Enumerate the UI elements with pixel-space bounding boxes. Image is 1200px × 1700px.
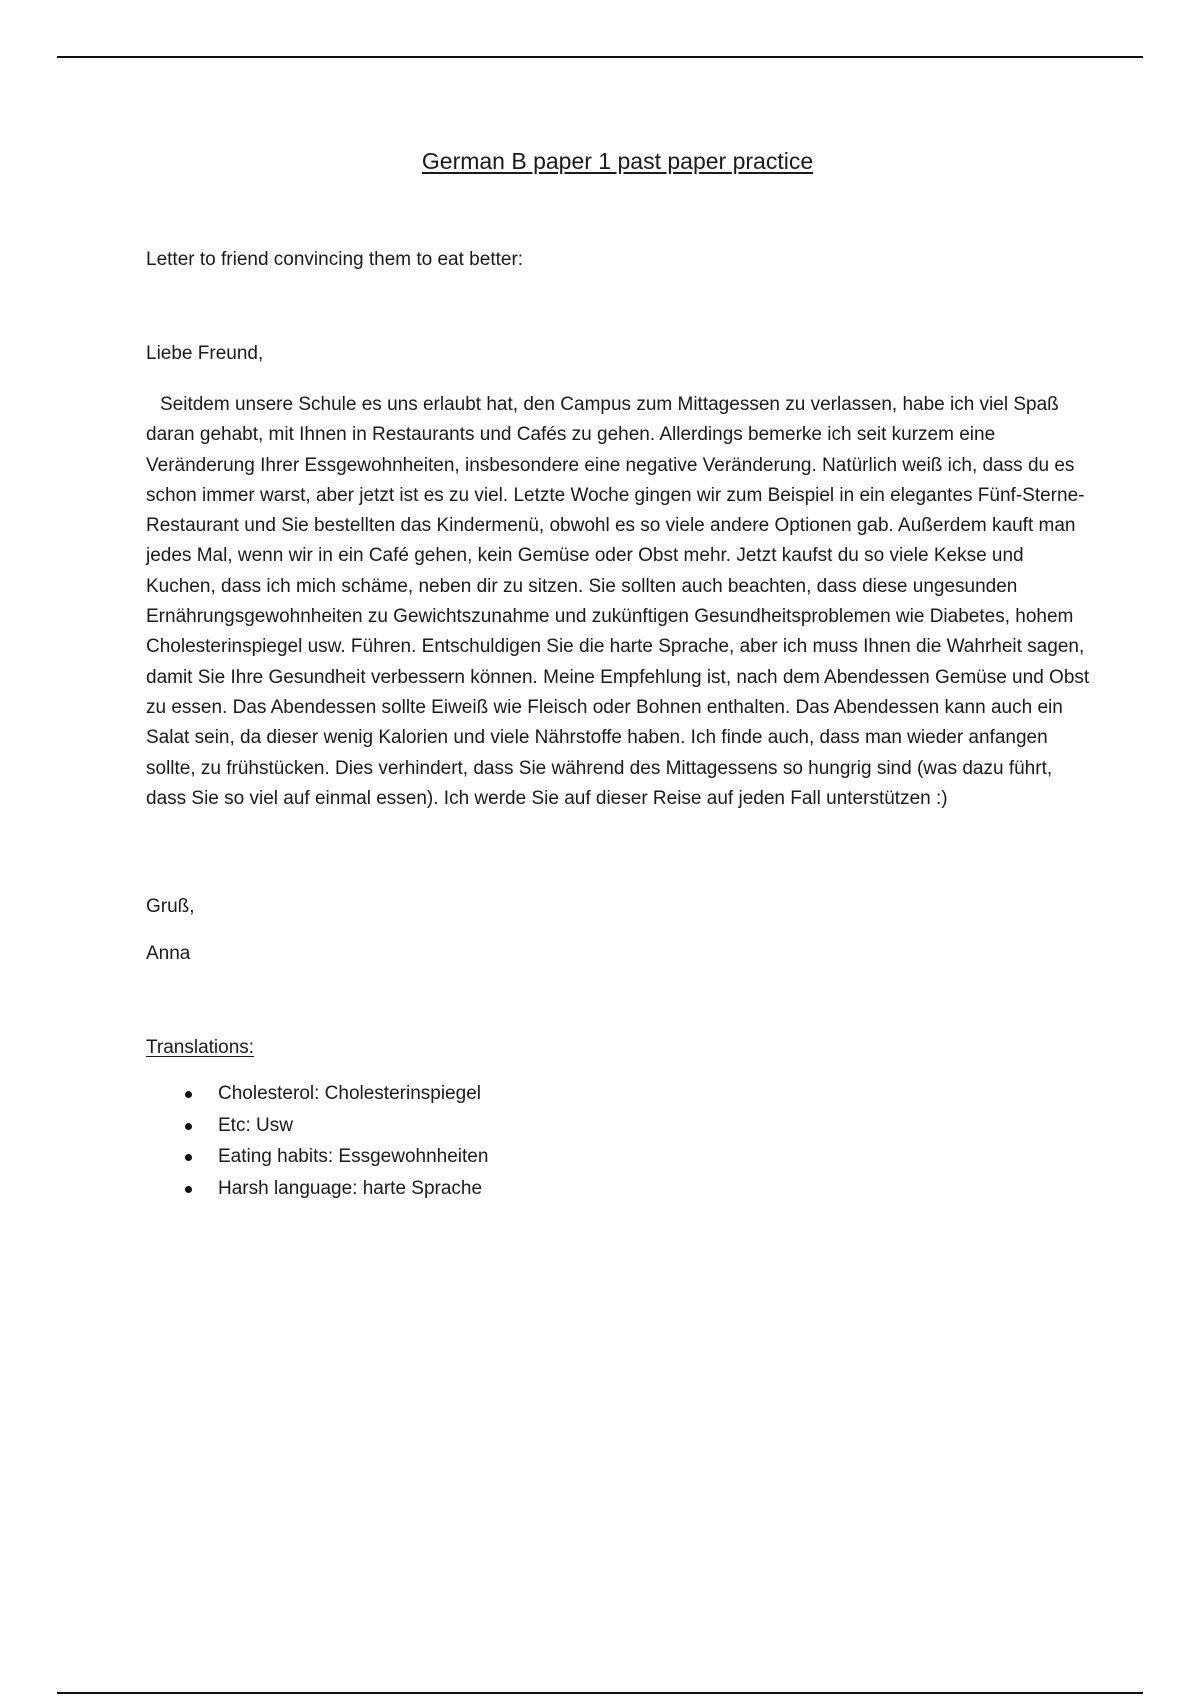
translation-text: Eating habits: Essgewohnheiten — [218, 1146, 489, 1167]
translation-text: Etc: Usw — [218, 1114, 293, 1136]
bullet-icon — [185, 1123, 192, 1130]
list-item — [146, 1173, 488, 1205]
letter-body: Seitdem unsere Schule es uns erlaubt hat, den Campus zum Mittagessen zu verlassen, habe ich viel Spaß daran gehabt, mit Ihnen in Restaurants und Cafés zu gehen. Allerdings bemerke ich seit kurzem eine Veränderung Ihrer Essgewohnheiten, insbesondere eine negative Veränderung. Natürlich weiß ich, dass du es schon immer warst, aber jetzt ist es zu viel. Letzte Woche gingen wir zum Beispiel in ein elegantes Fünf-Sterne-Restaurant und Sie bestellten das Kindermenü, obwohl es so viele andere Optionen gab. Außerdem kauft man jedes Mal, wenn wir in ein Café gehen, kein Gemüse oder Obst mehr. Jetzt kaufst du so viele Kekse und Kuchen, dass ich mich schäme, neben dir zu sitzen. Sie sollten auch beachten, dass diese ungesunden Ernährungsgewohnheiten zu Gewichtszunahme und zukünftigen Gesundheitsproblemen wie Diabetes, hohem Cholesterinspiegel usw. Führen. Entschuldigen Sie die harte Sprache, aber ich muss Ihnen die Wahrheit sagen, damit Sie Ihre Gesundheit verbessern können. Meine Empfehlung ist, nach dem Abendessen Gemüse und Obst zu essen. Das Abendessen sollte Eiweiß wie Fleisch oder Bohnen enthalten. Das Abendessen kann auch ein Salat sein, da dieser wenig Kalorien und viele Nährstoffe haben. Ich finde auch, dass man wieder anfangen sollte, zu frühstücken. Dies verhindert, dass Sie während des Mittagessens so hungrig sind (was dazu führt, dass Sie so viel auf einmal essen). Ich werde Sie auf dieser Reise auf jeden Fall unterstützen :) — [146, 394, 1090, 809]
translation-text: Harsh language: harte Sprache — [218, 1177, 483, 1199]
document-title: German B paper 1 past paper practice — [421, 148, 814, 174]
bullet-icon — [185, 1091, 192, 1098]
letter-signature: Anna — [146, 943, 191, 964]
task-prompt: Letter to friend convincing them to eat better: — [146, 249, 524, 270]
list-item — [146, 1078, 488, 1110]
letter-salutation: Liebe Freund, — [146, 343, 264, 364]
bullet-icon — [185, 1154, 192, 1161]
list-item — [146, 1110, 488, 1142]
bullet-icon — [185, 1186, 192, 1193]
bottom-rule — [57, 1692, 1143, 1694]
top-rule — [57, 56, 1143, 58]
translation-text: Cholesterol: Cholesterinspiegel — [218, 1083, 481, 1104]
translations-heading: Translations: — [146, 1037, 255, 1058]
list-item — [146, 1141, 488, 1173]
translations-list — [146, 1078, 488, 1204]
letter-closing: Gruß, — [146, 896, 195, 917]
